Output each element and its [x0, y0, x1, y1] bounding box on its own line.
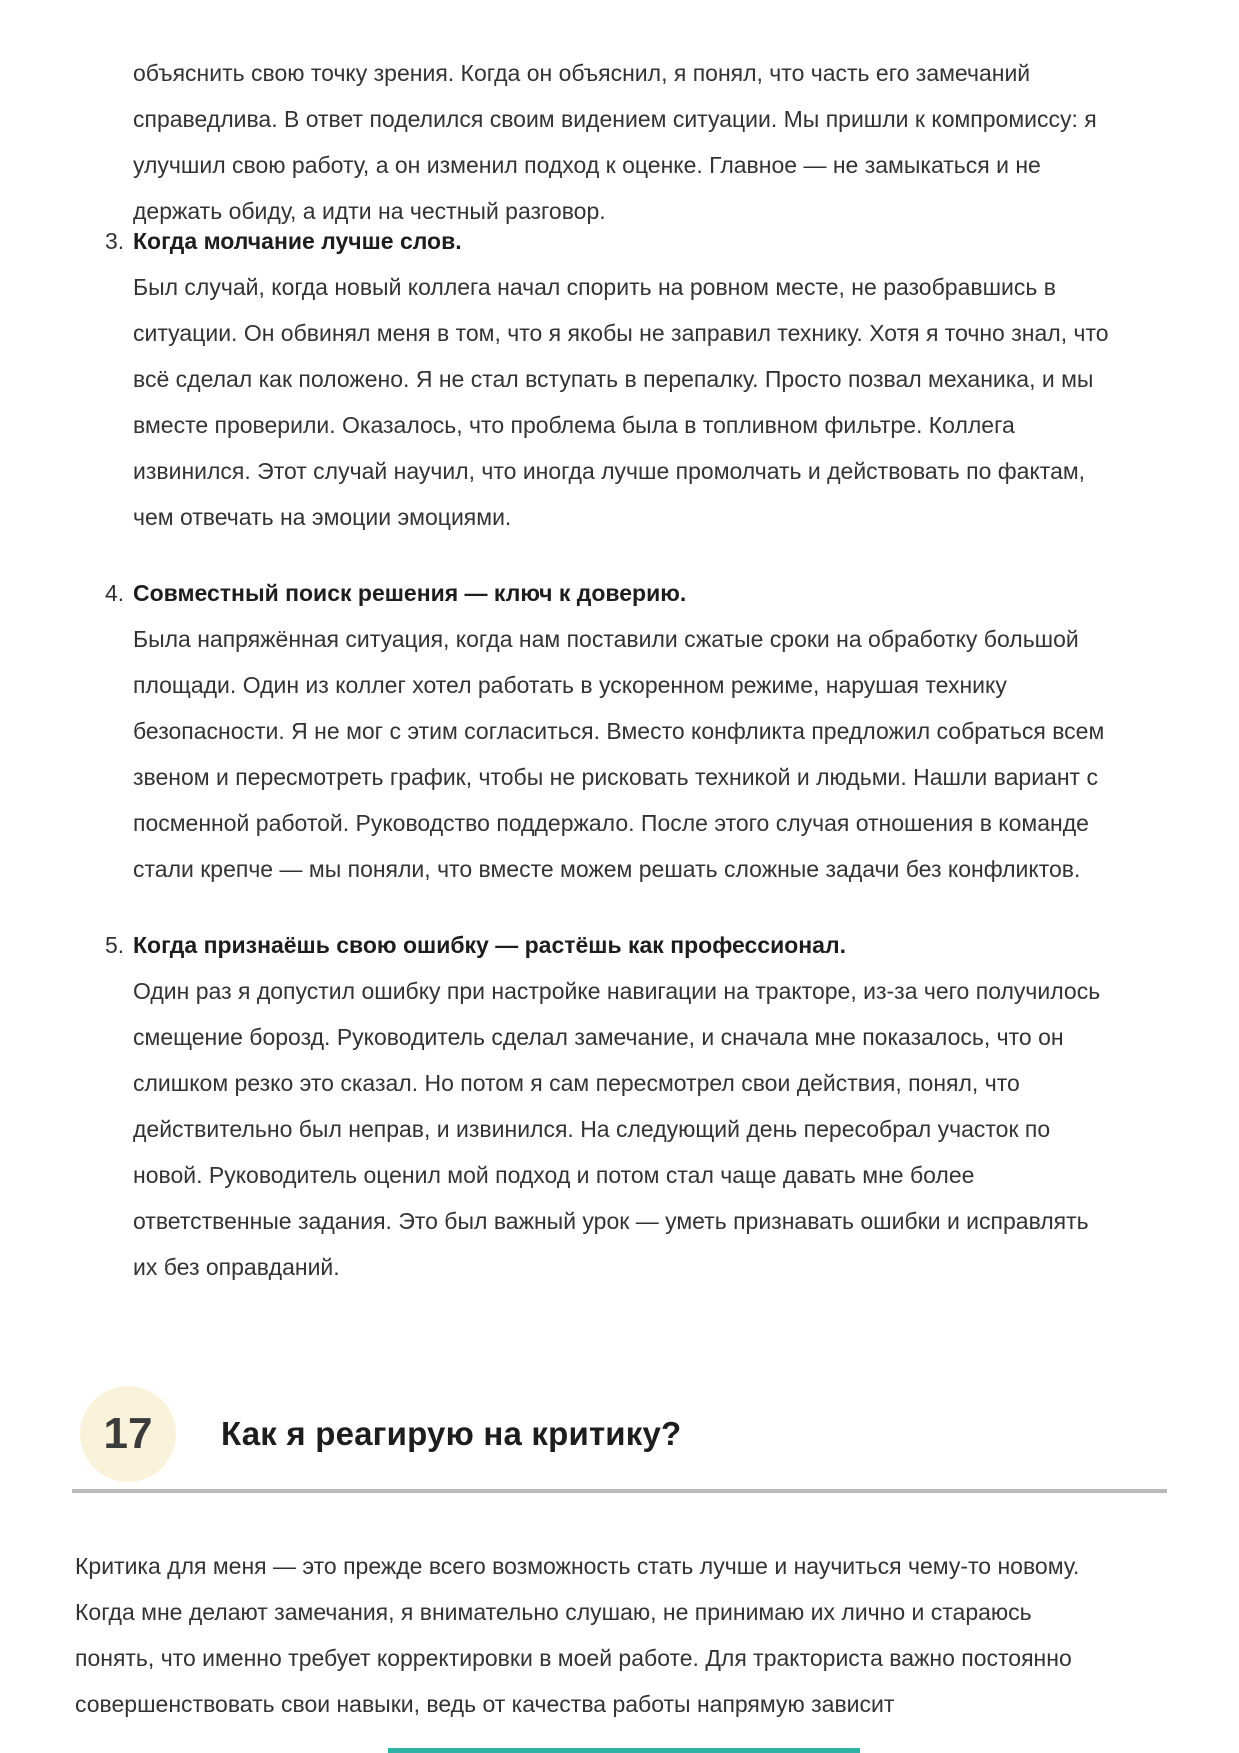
list-item-title: Когда молчание лучше слов.	[133, 228, 462, 254]
list-item	[105, 922, 1115, 1290]
answer-paragraph: Критика для меня — это прежде всего возможность стать лучше и научиться чему-то новому. Когда мне делают замечания, я внимательно слушаю, не принимаю их лично и стараюсь понять, что именно требует корректировки в моей работе. Для тракториста важно постоянно совершенствовать свои навыки, ведь от качества работы напрямую зависит	[75, 1553, 1080, 1717]
qa-list	[105, 218, 1115, 1290]
list-item-title: Когда признаёшь свою ошибку — растёшь как профессионал.	[133, 932, 846, 958]
list-item-body: Был случай, когда новый коллега начал спорить на ровном месте, не разобравшись в ситуации. Он обвинял меня в том, что я якобы не заправил технику. Хотя я точно знал, что всё сделал как положено. Я не стал вступать в перепалку. Просто позвал механика, и мы вместе проверили. Оказалось, что проблема была в топливном фильтре. Коллега извинился. Этот случай научил, что иногда лучше промолчать и действовать по фактам, чем отвечать на эмоции эмоциями.	[133, 274, 1109, 530]
section-header	[80, 1386, 681, 1482]
next-element-accent-line	[388, 1748, 860, 1753]
list-item-number: 4.	[105, 580, 125, 606]
list-item-title: Совместный поиск решения — ключ к доверию.	[133, 580, 687, 606]
list-item-body: Была напряжённая ситуация, когда нам поставили сжатые сроки на обработку большой площади. Один из коллег хотел работать в ускоренном режиме, нарушая технику безопасности. Я не мог с этим согласиться. Вместо конфликта предложил собраться всем звеном и пересмотреть график, чтобы не рисковать техникой и людьми. Нашли вариант с посменной работой. Руководство поддержало. После этого случая отношения в команде стали крепче — мы поняли, что вместе можем решать сложные задачи без конфликтов.	[133, 626, 1105, 882]
list-item	[105, 570, 1115, 892]
list-item	[105, 218, 1115, 540]
list-item-number: 3.	[105, 228, 125, 254]
list-item-body: Один раз я допустил ошибку при настройке навигации на тракторе, из-за чего получилось смещение борозд. Руководитель сделал замечание, и сначала мне показалось, что он слишком резко это сказал. Но потом я сам пересмотрел свои действия, понял, что действительно был неправ, и извинился. На следующий день пересобрал участок по новой. Руководитель оценил мой подход и потом стал чаще давать мне более ответственные задания. Это был важный урок — уметь признавать ошибки и исправлять их без оправданий.	[133, 978, 1101, 1280]
section-title: Как я реагирую на критику?	[221, 1415, 682, 1452]
intro-paragraph: объяснить свою точку зрения. Когда он объяснил, я понял, что часть его замечаний справедлива. В ответ поделился своим видением ситуации. Мы пришли к компромиссу: я улучшил свою работу, а он изменил подход к оценке. Главное — не замыкаться и не держать обиду, а идти на честный разговор.	[133, 60, 1097, 224]
list-item-number: 5.	[105, 932, 125, 958]
section-number: 17	[103, 1409, 153, 1458]
section-divider	[72, 1489, 1167, 1493]
section-number-badge	[80, 1386, 176, 1482]
